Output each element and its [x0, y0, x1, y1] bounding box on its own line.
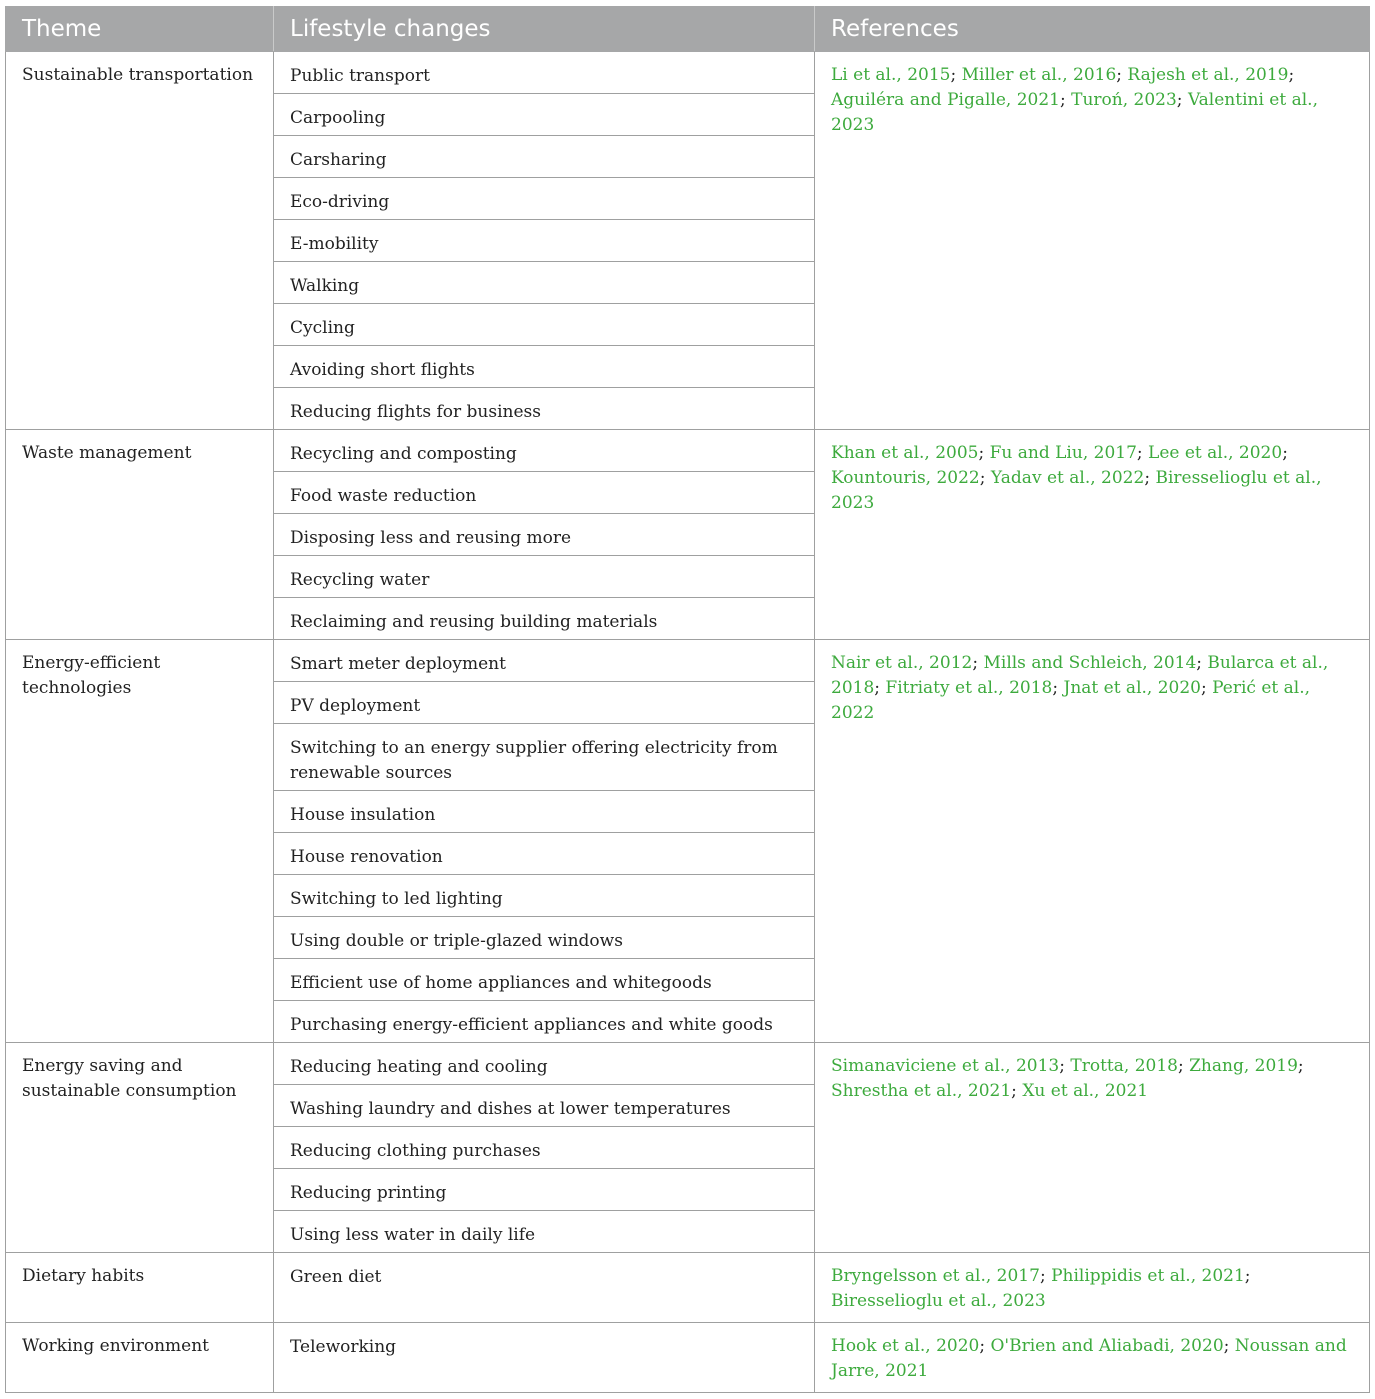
reference-link[interactable]: Mills and Schleich, 2014: [983, 653, 1197, 673]
reference-separator: ;: [1223, 1336, 1235, 1356]
reference-link[interactable]: Zhang, 2019: [1189, 1056, 1298, 1076]
references-cell: [815, 640, 1370, 1043]
lifestyle-change-cell: Switching to an energy supplier offering electricity from renewable sources: [274, 724, 815, 791]
reference-link[interactable]: Simanaviciene et al., 2013: [831, 1056, 1060, 1076]
reference-separator: ;: [1116, 65, 1128, 85]
table-row: [6, 1253, 1370, 1323]
lifestyle-change-cell: Reducing printing: [274, 1169, 815, 1211]
lifestyle-change-cell: Reducing clothing purchases: [274, 1127, 815, 1169]
reference-separator: ;: [978, 443, 990, 463]
reference-link[interactable]: Li et al., 2015: [831, 65, 951, 85]
reference-separator: ;: [979, 468, 991, 488]
reference-separator: ;: [1039, 1266, 1052, 1286]
references-cell: [815, 1323, 1370, 1393]
reference-separator: ;: [1052, 678, 1064, 698]
lifestyle-change-cell: Teleworking: [274, 1323, 815, 1393]
reference-link[interactable]: Khan et al., 2005: [831, 443, 979, 463]
lifestyle-change-cell: Cycling: [274, 304, 815, 346]
lifestyle-change-cell: Carpooling: [274, 94, 815, 136]
header-theme: Theme: [6, 7, 274, 52]
references-cell: [815, 1253, 1370, 1323]
reference-link[interactable]: Fitriaty et al., 2018: [885, 678, 1053, 698]
reference-separator: ;: [950, 65, 962, 85]
lifestyle-table-container: [5, 6, 1369, 1393]
reference-separator: ;: [1144, 468, 1156, 488]
reference-separator: ;: [1176, 90, 1188, 110]
reference-separator: ;: [1282, 443, 1288, 463]
reference-link[interactable]: Bularca et al., 2018: [831, 653, 1329, 698]
reference-link[interactable]: Philippidis et al., 2021: [1051, 1266, 1245, 1286]
lifestyle-change-cell: Disposing less and reusing more: [274, 514, 815, 556]
reference-link[interactable]: Aguiléra and Pigalle, 2021: [831, 90, 1060, 110]
theme-cell: Waste management: [6, 430, 274, 640]
reference-separator: ;: [1059, 1056, 1071, 1076]
reference-separator: ;: [1244, 1266, 1251, 1286]
lifestyle-change-cell: E-mobility: [274, 220, 815, 262]
reference-link[interactable]: Biresselioglu et al., 2023: [831, 1291, 1046, 1311]
reference-separator: ;: [1196, 653, 1208, 673]
lifestyle-change-cell: Public transport: [274, 52, 815, 94]
reference-link[interactable]: Lee et al., 2020: [1148, 443, 1283, 463]
lifestyle-change-cell: Avoiding short flights: [274, 346, 815, 388]
header-lifestyle-changes: Lifestyle changes: [274, 7, 815, 52]
lifestyle-change-cell: Using double or triple-glazed windows: [274, 917, 815, 959]
reference-link[interactable]: Shrestha et al., 2021: [831, 1081, 1012, 1101]
reference-link[interactable]: Biresselioglu et al., 2023: [831, 468, 1322, 513]
reference-separator: ;: [979, 1336, 991, 1356]
reference-link[interactable]: Hook et al., 2020: [831, 1336, 980, 1356]
reference-separator: ;: [1177, 1056, 1190, 1076]
reference-link[interactable]: Fu and Liu, 2017: [989, 443, 1137, 463]
table-header: [6, 7, 1370, 52]
reference-separator: ;: [1200, 678, 1213, 698]
table-row: [6, 52, 1370, 94]
reference-separator: ;: [1011, 1081, 1023, 1101]
reference-link[interactable]: Bryngelsson et al., 2017: [831, 1266, 1040, 1286]
lifestyle-change-cell: Recycling water: [274, 556, 815, 598]
theme-cell: Sustainable transportation: [6, 52, 274, 430]
table-row: [6, 430, 1370, 472]
lifestyle-change-cell: Green diet: [274, 1253, 815, 1323]
header-references: References: [815, 7, 1370, 52]
reference-separator: ;: [1297, 1056, 1304, 1076]
lifestyle-change-cell: House renovation: [274, 833, 815, 875]
table-row: [6, 640, 1370, 682]
lifestyle-change-cell: Eco-driving: [274, 178, 815, 220]
lifestyle-change-cell: Efficient use of home appliances and whitegoods: [274, 959, 815, 1001]
references-cell: [815, 430, 1370, 640]
table-row: [6, 1323, 1370, 1393]
lifestyle-change-cell: Recycling and composting: [274, 430, 815, 472]
lifestyle-change-cell: PV deployment: [274, 682, 815, 724]
reference-separator: ;: [972, 653, 984, 673]
theme-cell: Dietary habits: [6, 1253, 274, 1323]
table-body: [6, 52, 1370, 1393]
table-row: [6, 1043, 1370, 1085]
reference-link[interactable]: Xu et al., 2021: [1022, 1081, 1149, 1101]
reference-link[interactable]: Noussan and Jarre, 2021: [831, 1336, 1347, 1381]
lifestyle-change-cell: House insulation: [274, 791, 815, 833]
lifestyle-change-cell: Reclaiming and reusing building materials: [274, 598, 815, 640]
lifestyle-change-cell: Switching to led lighting: [274, 875, 815, 917]
reference-link[interactable]: Yadav et al., 2022: [990, 468, 1145, 488]
reference-separator: ;: [1136, 443, 1149, 463]
references-cell: [815, 1043, 1370, 1253]
lifestyle-change-cell: Carsharing: [274, 136, 815, 178]
references-cell: [815, 52, 1370, 430]
lifestyle-change-cell: Walking: [274, 262, 815, 304]
reference-link[interactable]: Miller et al., 2016: [961, 65, 1117, 85]
reference-link[interactable]: Rajesh et al., 2019: [1127, 65, 1289, 85]
theme-cell: Energy-efficient technologies: [6, 640, 274, 1043]
reference-link[interactable]: Trotta, 2018: [1070, 1056, 1178, 1076]
theme-cell: Energy saving and sustainable consumption: [6, 1043, 274, 1253]
reference-link[interactable]: O'Brien and Aliabadi, 2020: [990, 1336, 1224, 1356]
reference-link[interactable]: Perić et al., 2022: [831, 678, 1311, 723]
reference-link[interactable]: Nair et al., 2012: [831, 653, 973, 673]
reference-link[interactable]: Valentini et al., 2023: [831, 90, 1318, 135]
reference-link[interactable]: Jnat et al., 2020: [1063, 678, 1201, 698]
lifestyle-change-cell: Reducing heating and cooling: [274, 1043, 815, 1085]
lifestyle-changes-table: [5, 6, 1370, 1393]
reference-link[interactable]: Turoń, 2023: [1071, 90, 1177, 110]
theme-cell: Working environment: [6, 1323, 274, 1393]
reference-separator: ;: [1288, 65, 1295, 85]
lifestyle-change-cell: Food waste reduction: [274, 472, 815, 514]
reference-link[interactable]: Kountouris, 2022: [831, 468, 980, 488]
lifestyle-change-cell: Purchasing energy-efficient appliances and white goods: [274, 1001, 815, 1043]
reference-separator: ;: [874, 678, 886, 698]
lifestyle-change-cell: Smart meter deployment: [274, 640, 815, 682]
header-row: [6, 7, 1370, 52]
lifestyle-change-cell: Using less water in daily life: [274, 1211, 815, 1253]
lifestyle-change-cell: Reducing flights for business: [274, 388, 815, 430]
reference-separator: ;: [1059, 90, 1072, 110]
lifestyle-change-cell: Washing laundry and dishes at lower temperatures: [274, 1085, 815, 1127]
